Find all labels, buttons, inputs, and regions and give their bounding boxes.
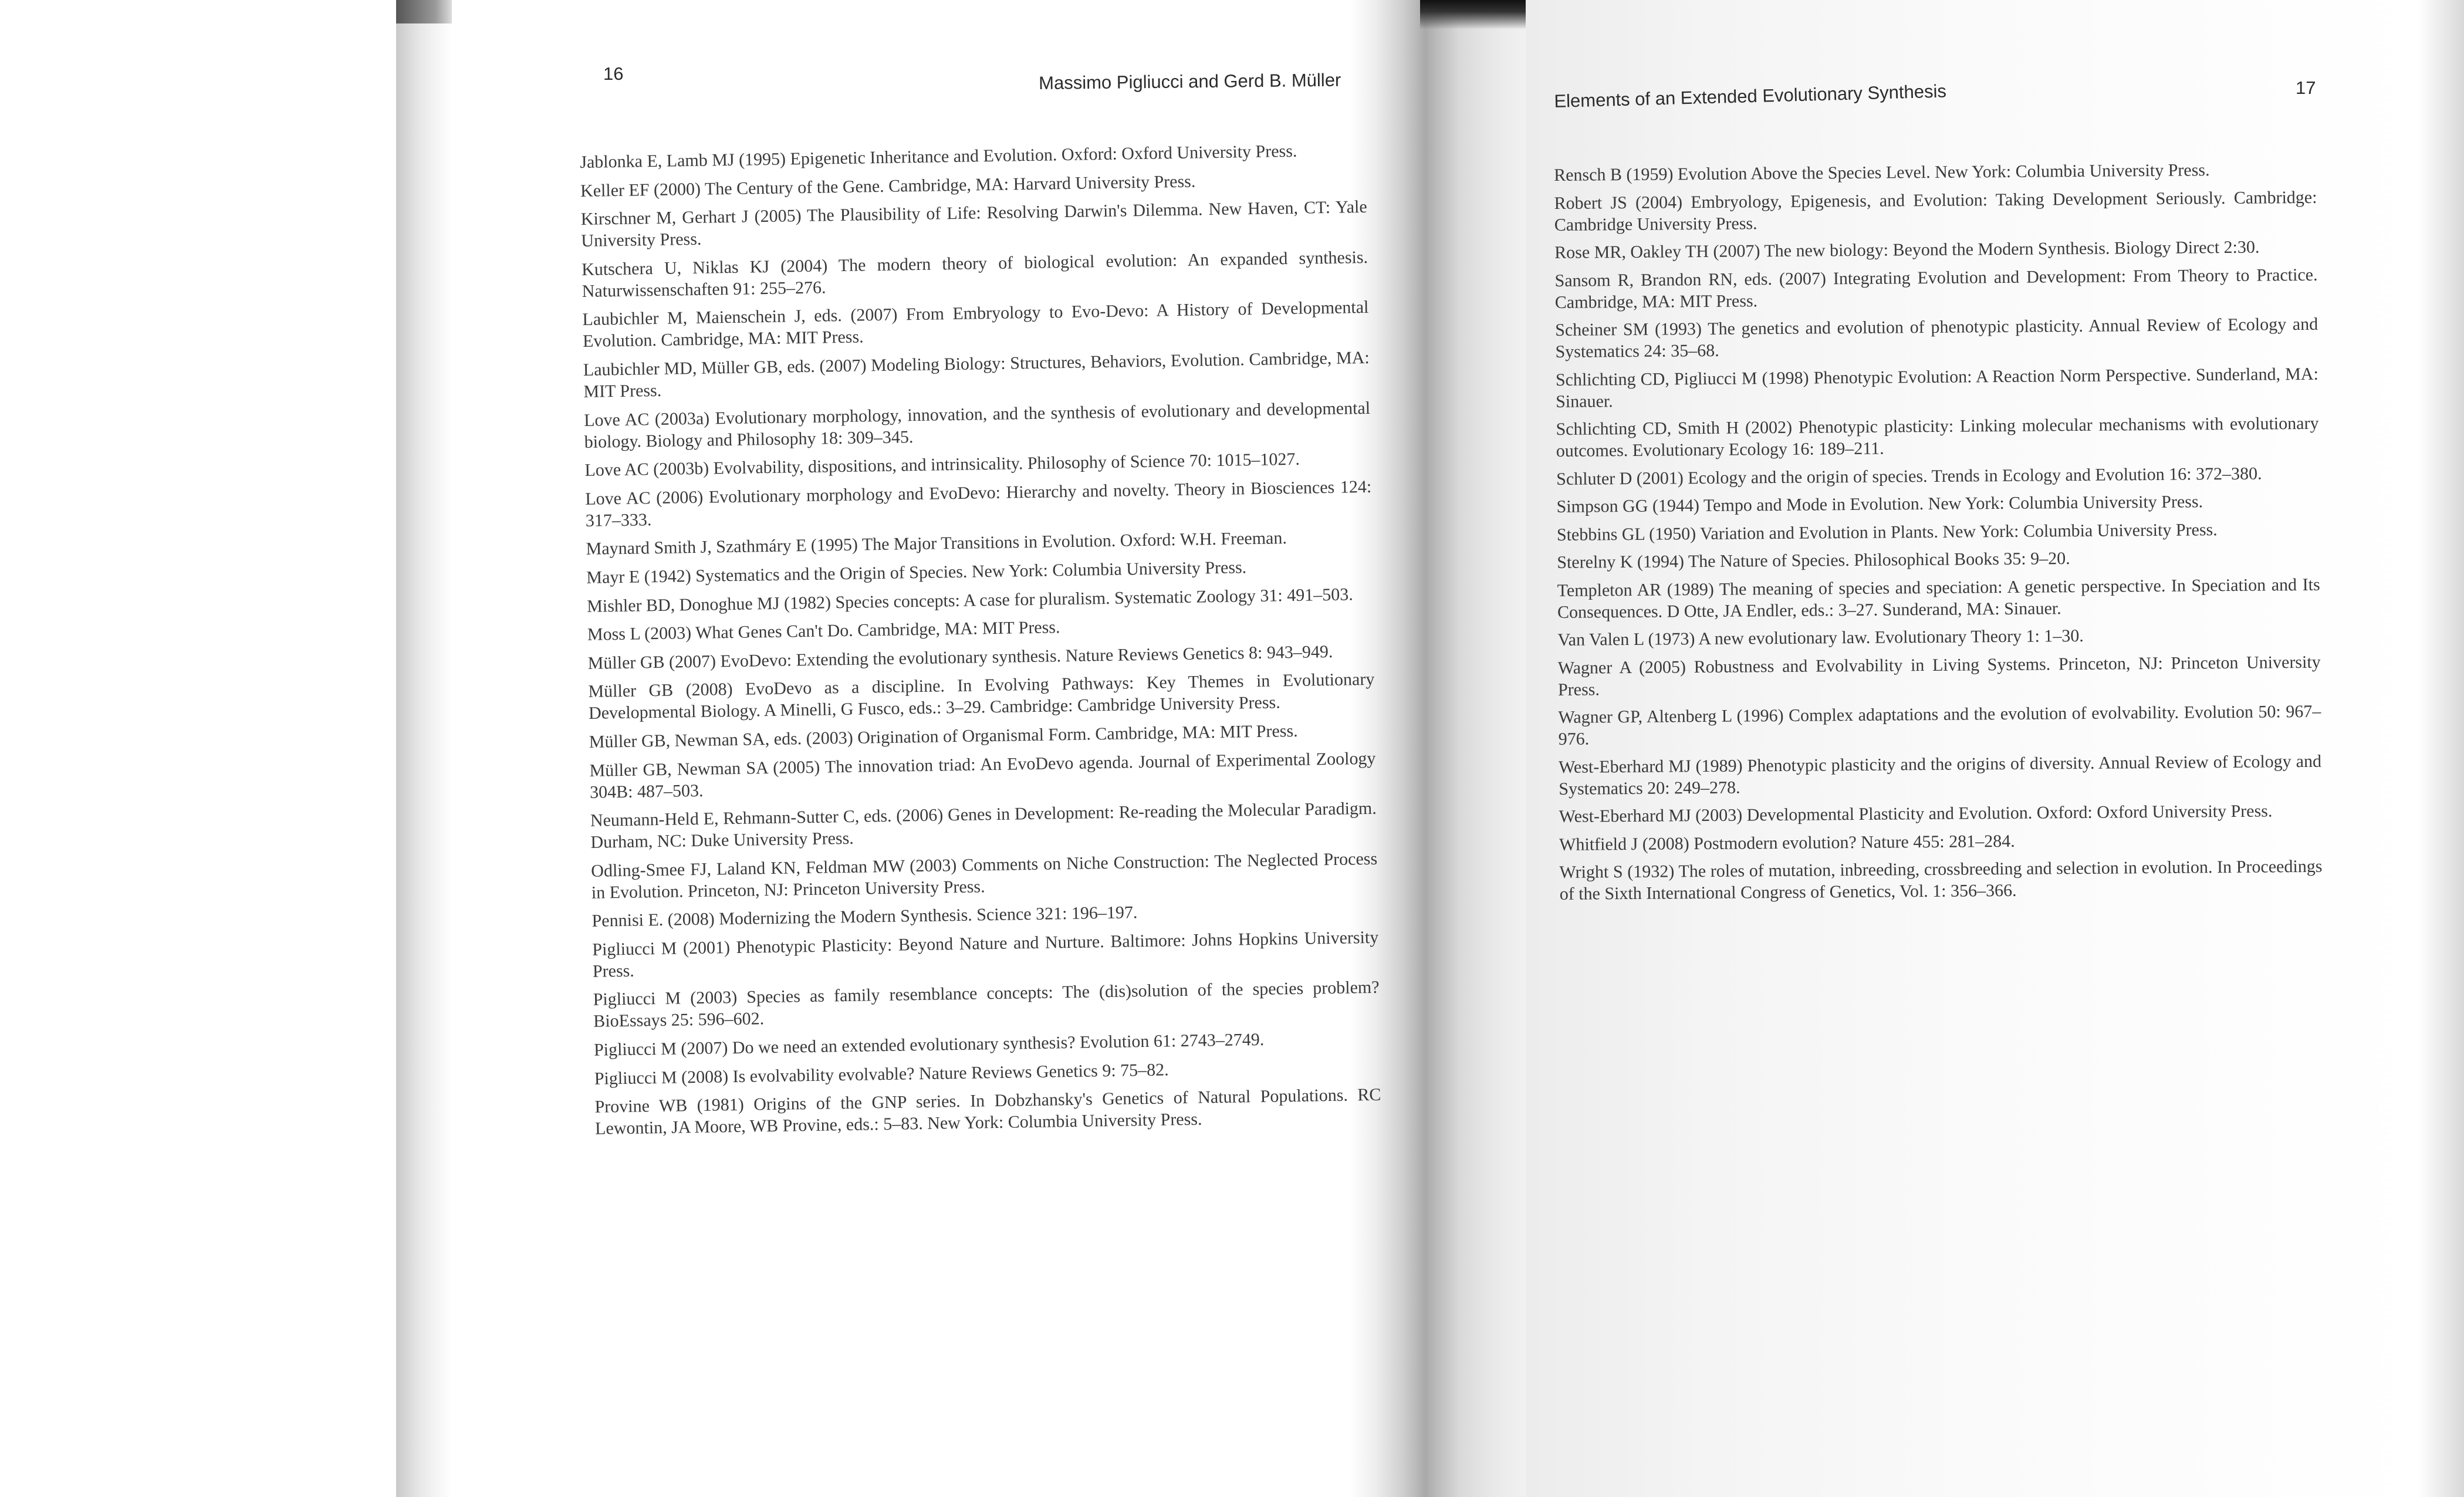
reference-entry: Schlichting CD, Pigliucci M (1998) Phenotypic Evolution: A Reaction Norm Perspective. Sunderland, MA: Sinauer.	[1555, 364, 2318, 411]
reference-entry: Schluter D (2001) Ecology and the origin of species. Trends in Ecology and Evolution 16: 372–380.	[1556, 464, 2262, 489]
reference-entry: Stebbins GL (1950) Variation and Evolution in Plants. New York: Columbia University Press.	[1556, 519, 2218, 545]
scan-shadow-left	[396, 0, 452, 1497]
reference-entry: Wagner A (2005) Robustness and Evolvability in Living Systems. Princeton, NJ: Princeton University Press.	[1557, 652, 2321, 699]
reference-entry: Pigliucci M (2001) Phenotypic Plasticity: Beyond Nature and Nurture. Baltimore: Johns Hopkins University Press.	[592, 927, 1379, 981]
right-page-number: 17	[2296, 77, 2316, 98]
reference-entry: Müller GB, Newman SA (2005) The innovation triad: An EvoDevo agenda. Journal of Experimental Zoology 304B: 487–503.	[589, 748, 1376, 802]
reference-entry: Neumann-Held E, Rehmann-Sutter C, eds. (2006) Genes in Development: Re-reading the Molecular Paradigm. Durham, NC: Duke University Press.	[590, 798, 1377, 852]
reference-entry: Rose MR, Oakley TH (2007) The new biology: Beyond the Modern Synthesis. Biology Direct 2:30.	[1554, 237, 2260, 262]
reference-entry: Rensch B (1959) Evolution Above the Species Level. New York: Columbia University Press.	[1554, 160, 2210, 185]
reference-entry: Provine WB (1981) Origins of the GNP series. In Dobzhansky's Genetics of Natural Populations. RC Lewontin, JA Moore, WB Provine, eds.: 5–83. New York: Columbia University Press.	[594, 1085, 1381, 1139]
reference-entry: Müller GB, Newman SA, eds. (2003) Origination of Organismal Form. Cambridge, MA: MIT Press.	[589, 721, 1298, 752]
reference-entry: Pigliucci M (2007) Do we need an extended evolutionary synthesis? Evolution 61: 2743–2749.	[593, 1029, 1265, 1060]
reference-entry: Müller GB (2007) EvoDevo: Extending the evolutionary synthesis. Nature Reviews Genetics 8: 943–949.	[587, 641, 1333, 673]
reference-entry: Laubichler M, Maienschein J, eds. (2007) From Embryology to Evo-Devo: A History of Developmental Evolution. Cambridge, MA: MIT Press.	[582, 298, 1369, 352]
reference-entry: Schlichting CD, Smith H (2002) Phenotypic plasticity: Linking molecular mechanisms with evolutionary outcomes. Evolutionary Ecology 16: 189–211.	[1556, 413, 2319, 461]
reference-entry: Jablonka E, Lamb MJ (1995) Epigenetic Inheritance and Evolution. Oxford: Oxford University Press.	[580, 141, 1297, 172]
reference-entry: Simpson GG (1944) Tempo and Mode in Evolution. New York: Columbia University Press.	[1556, 492, 2203, 516]
scan-margin-right	[2418, 0, 2464, 1497]
reference-entry: Keller EF (2000) The Century of the Gene. Cambridge, MA: Harvard University Press.	[580, 171, 1196, 201]
book-gutter	[1350, 0, 1526, 1497]
reference-entry: Wright S (1932) The roles of mutation, inbreeding, crossbreeding and selection in evolution. In Proceedings of the Sixth International Congress of Genetics, Vol. 1: 356–366.	[1559, 856, 2323, 904]
left-reference-list	[580, 139, 1381, 1147]
reference-entry: Scheiner SM (1993) The genetics and evolution of phenotypic plasticity. Annual Review of Ecology and Systematics 24: 35–68.	[1555, 314, 2318, 361]
reference-entry: Müller GB (2008) EvoDevo as a discipline. In Evolving Pathways: Key Themes in Evolutionary Developmental Biology. A Minelli, G Fusco, eds.: 3–29. Cambridge: Cambridge University Press.	[588, 670, 1375, 724]
reference-entry: Kutschera U, Niklas KJ (2004) The modern theory of biological evolution: An expanded synthesis. Naturwissenschaften 91: 255–276.	[581, 247, 1368, 301]
reference-entry: West-Eberhard MJ (1989) Phenotypic plasticity and the origins of diversity. Annual Review of Ecology and Systematics 20: 249–278.	[1558, 751, 2322, 799]
right-reference-list	[1554, 158, 2323, 911]
reference-entry: Mayr E (1942) Systematics and the Origin of Species. New York: Columbia University Press.	[586, 557, 1247, 587]
reference-entry: Van Valen L (1973) A new evolutionary law. Evolutionary Theory 1: 1–30.	[1557, 626, 2084, 650]
reference-entry: Love AC (2006) Evolutionary morphology and EvoDevo: Hierarchy and novelty. Theory in Biosciences 124: 317–333.	[585, 477, 1372, 530]
reference-entry: Laubichler MD, Müller GB, eds. (2007) Modeling Biology: Structures, Behaviors, Evolution. Cambridge, MA: MIT Press.	[583, 347, 1370, 401]
reference-entry: Whitfield J (2008) Postmodern evolution? Nature 455: 281–284.	[1559, 831, 2015, 854]
right-running-head: Elements of an Extended Evolutionary Synthesis	[1554, 80, 1947, 111]
reference-entry: Wagner GP, Altenberg L (1996) Complex adaptations and the evolution of evolvability. Evolution 50: 967–976.	[1558, 701, 2321, 749]
scan-margin-left	[0, 0, 396, 1497]
reference-entry: Love AC (2003b) Evolvability, dispositions, and intrinsicality. Philosophy of Science 70: 1015–1027.	[584, 449, 1300, 481]
reference-entry: Sterelny K (1994) The Nature of Species. Philosophical Books 35: 9–20.	[1557, 549, 2070, 572]
reference-entry: Pigliucci M (2008) Is evolvability evolvable? Nature Reviews Genetics 9: 75–82.	[594, 1060, 1169, 1089]
reference-entry: Pennisi E. (2008) Modernizing the Modern Synthesis. Science 321: 196–197.	[592, 903, 1138, 931]
reference-entry: West-Eberhard MJ (2003) Developmental Plasticity and Evolution. Oxford: Oxford University Press.	[1559, 801, 2273, 826]
reference-entry: Robert JS (2004) Embryology, Epigenesis, and Evolution: Taking Development Seriously. Cambridge: Cambridge University Press.	[1554, 187, 2317, 235]
reference-entry: Sansom R, Brandon RN, eds. (2007) Integrating Evolution and Development: From Theory to Practice. Cambridge, MA: MIT Press.	[1554, 265, 2318, 312]
reference-entry: Mishler BD, Donoghue MJ (1982) Species concepts: A case for pluralism. Systematic Zoology 31: 491–503.	[586, 584, 1353, 616]
scan-shadow-left-corner	[396, 0, 452, 23]
reference-entry: Maynard Smith J, Szathmáry E (1995) The Major Transitions in Evolution. Oxford: W.H. Freeman.	[586, 528, 1287, 559]
left-running-head: Massimo Pigliucci and Gerd B. Müller	[1039, 69, 1341, 93]
reference-entry: Pigliucci M (2003) Species as family resemblance concepts: The (dis)solution of the species problem? BioEssays 25: 596–602.	[593, 978, 1380, 1032]
reference-entry: Templeton AR (1989) The meaning of species and speciation: A genetic perspective. In Speciation and Its Consequences. D Otte, JA Endler, eds.: 3–27. Sunderand, MA: Sinauer.	[1557, 575, 2320, 622]
reference-entry: Odling-Smee FJ, Laland KN, Feldman MW (2003) Comments on Niche Construction: The Neglected Process in Evolution. Princeton, NJ: Princeton University Press.	[591, 849, 1378, 903]
reference-entry: Love AC (2003a) Evolutionary morphology, innovation, and the synthesis of evolutionary and developmental biology. Biology and Philosophy 18: 309–345.	[583, 398, 1371, 452]
reference-entry: Moss L (2003) What Genes Can't Do. Cambridge, MA: MIT Press.	[587, 617, 1060, 645]
left-page-number: 16	[603, 63, 624, 84]
reference-entry: Kirschner M, Gerhart J (2005) The Plausibility of Life: Resolving Darwin's Dilemma. New Haven, CT: Yale University Press.	[580, 197, 1367, 251]
